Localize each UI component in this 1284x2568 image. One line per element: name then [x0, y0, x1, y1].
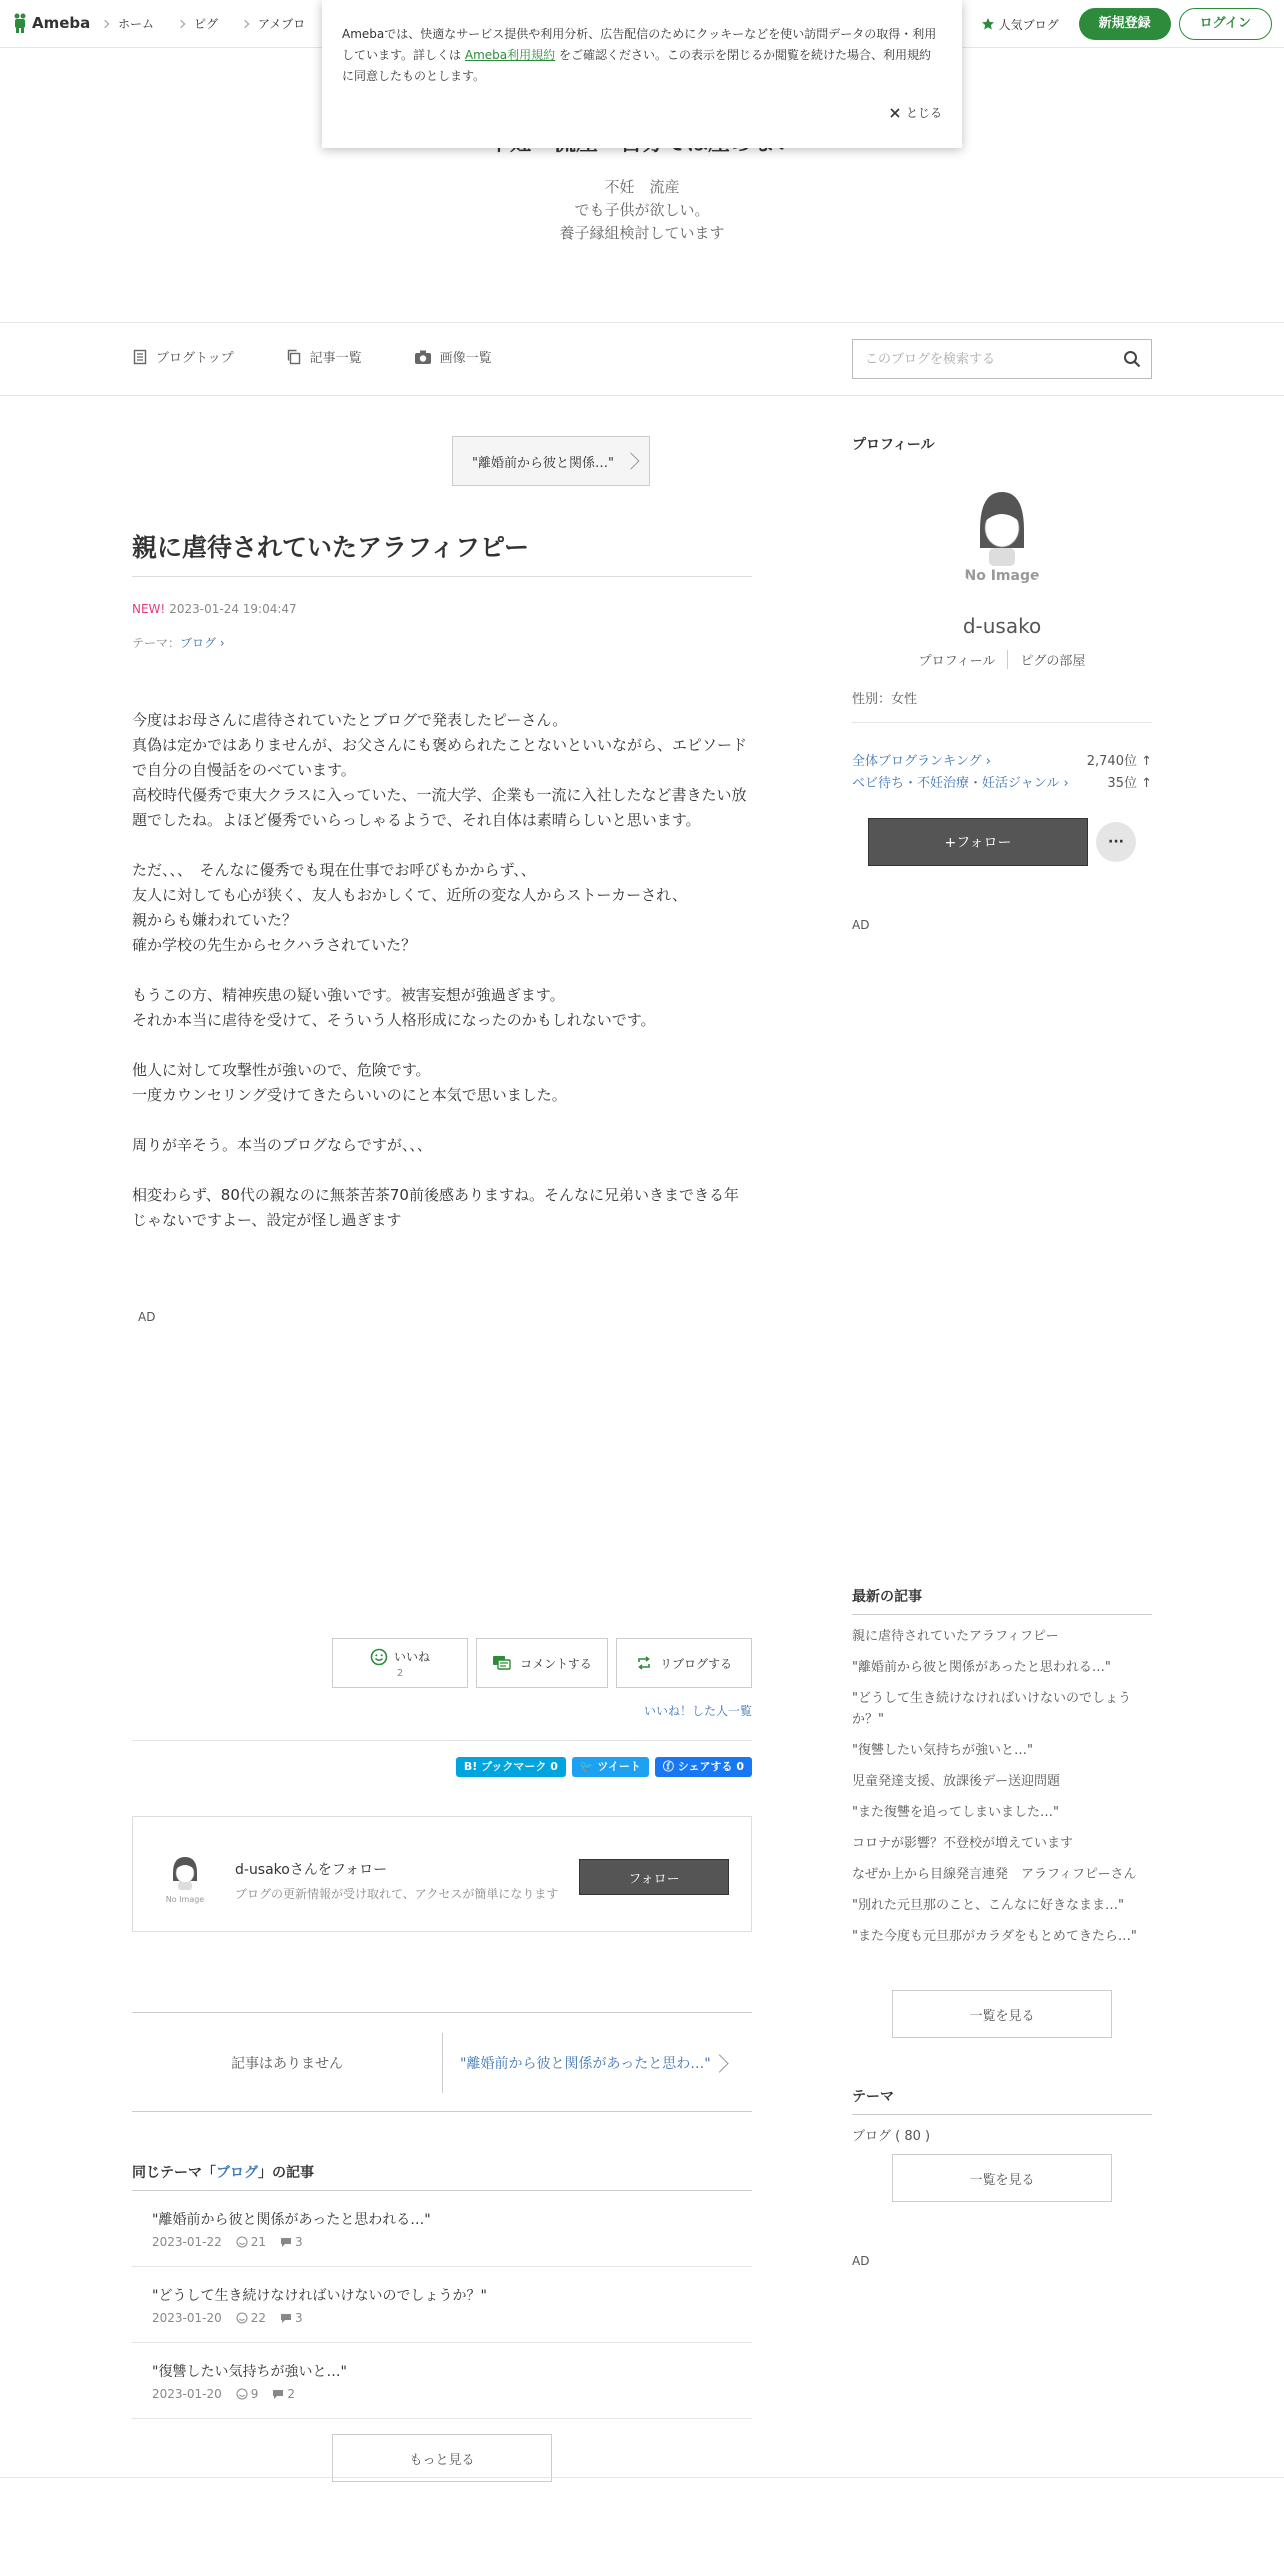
- recent-item[interactable]: "別れた元旦那のこと、こんなに好きなまま…": [852, 1898, 1124, 1913]
- noimage-label: No Image: [964, 568, 1040, 584]
- article-paragraph: 相変わらず、80代の親なのに無茶苦茶70前後感ありますね。そんなに兄弟いきまできる年じゃないですよー、設定が怪し過ぎます: [132, 1186, 739, 1229]
- pager-next-label: "離婚前から彼と関係があったと思わ…": [460, 2056, 711, 2072]
- article-list-link[interactable]: [286, 347, 362, 366]
- ameba-logo[interactable]: [12, 12, 90, 34]
- article-paragraph: [132, 833, 752, 858]
- smile-icon: [236, 2388, 248, 2400]
- recent-articles: [852, 1586, 1152, 1952]
- list-item[interactable]: [132, 2267, 752, 2343]
- pager-next-link[interactable]: [452, 2013, 742, 2113]
- nav-pig-label: ピグ: [194, 17, 219, 31]
- article-paragraph: ただ、、、 そんなに優秀でも現在仕事でお呼びもかからず、、: [132, 861, 536, 879]
- comment-icon: [280, 2236, 292, 2248]
- divider: [132, 576, 752, 577]
- recent-item[interactable]: なぜか上から目線発言連発 アラフィフピーさん: [852, 1867, 1137, 1882]
- blog-desc-line: 不妊 流産: [604, 178, 680, 196]
- theme-link[interactable]: ブログ ›: [180, 636, 225, 650]
- tweet-button[interactable]: [572, 1757, 649, 1777]
- like-count: 9: [250, 2387, 259, 2401]
- recent-item[interactable]: "離婚前から彼と関係があったと思われる…": [852, 1660, 1111, 1675]
- article-paragraph: 確か学校の先生からセクハラされていた？: [132, 936, 417, 954]
- hatena-count: 0: [550, 1760, 558, 1773]
- sidebar-follow-button[interactable]: +フォロー: [868, 818, 1088, 866]
- blog-desc-line: でも子供が欲しい。: [574, 201, 710, 219]
- comment-count: 3: [295, 2311, 303, 2325]
- chevron-right-icon: [177, 19, 185, 27]
- theme-prefix: テーマ：: [132, 636, 181, 650]
- comment-icon: [272, 2388, 284, 2400]
- chevron-right-icon: [101, 19, 109, 27]
- ameba-logo-text: Ameba: [32, 14, 91, 32]
- noimage-label: No Image: [165, 1895, 205, 1904]
- recent-item[interactable]: 親に虐待されていたアラフィフピー: [852, 1629, 1059, 1644]
- article-paragraph: [132, 1158, 752, 1183]
- article-paragraph: [132, 1108, 752, 1133]
- facebook-icon: ⓕ: [662, 1760, 674, 1773]
- more-options-icon[interactable]: ···: [1096, 822, 1136, 862]
- nav-pig[interactable]: [178, 15, 218, 32]
- article-body: [132, 708, 752, 1233]
- ranking-overall-value: 2,740位 ↑: [1086, 754, 1152, 769]
- reblog-icon: [636, 1655, 652, 1671]
- divider: [0, 2477, 1284, 2478]
- theme-section: [852, 2086, 1152, 2144]
- profile-link[interactable]: プロフィール: [907, 650, 1009, 669]
- comment-icon: [280, 2312, 292, 2324]
- ranking-genre-label: ベビ待ち・不妊治療・妊活ジャンル: [852, 776, 1060, 791]
- like-count: 2: [396, 1667, 404, 1679]
- like-label: いいね: [393, 1650, 430, 1664]
- follow-name: d-usakoさんをフォロー: [235, 1862, 388, 1878]
- blog-nav: [132, 347, 492, 366]
- article-theme: [132, 634, 225, 651]
- noimage-avatar-icon: [161, 1849, 209, 1905]
- noimage-avatar-icon: [942, 470, 1062, 590]
- ranking-genre: [852, 772, 1152, 791]
- ameba-mark-icon: [12, 12, 28, 34]
- blog-search-input[interactable]: [853, 340, 1103, 378]
- blog-top-label: ブログトップ: [156, 351, 234, 366]
- list-item-date: 2023-01-22: [152, 2235, 222, 2249]
- comment-stat: [280, 2235, 303, 2249]
- global-nav: [102, 15, 329, 32]
- recent-item[interactable]: コロナが影響？不登校が増えています: [852, 1836, 1074, 1851]
- article-paragraph: 高校時代優秀で東大クラスに入っていた、一流大学、企業も一流に入社したなど書きたい放題でしたね。よほど優秀でいらっしゃるようで、それ自体は素晴らしいと思います。: [132, 786, 747, 829]
- nav-home[interactable]: [102, 15, 154, 32]
- recent-item[interactable]: 児童発達支援、放課後デー送迎問題: [852, 1774, 1061, 1789]
- document-icon: [132, 349, 148, 365]
- comment-stat: [272, 2387, 295, 2401]
- list-item-meta: [152, 2387, 752, 2401]
- recent-item[interactable]: "また復讐を追ってしまいました…": [852, 1805, 1059, 1820]
- reblog-label: リブログする: [659, 1656, 732, 1671]
- article-paragraph: 他人に対して攻撃性が強いので、危険です。: [132, 1061, 431, 1079]
- divider: [442, 2033, 443, 2093]
- list-item-title: "どうして生き続けなければいけないのでしょうか？": [152, 2288, 487, 2304]
- like-row: [370, 1648, 430, 1666]
- image-list-label: 画像一覧: [439, 351, 492, 366]
- article-date: 2023-01-24 19:04:47: [169, 602, 297, 616]
- article-paragraph: 親からも嫌われていた？: [132, 911, 298, 929]
- chevron-right-icon: [623, 453, 640, 470]
- nav-ameblo-label: アメブロ: [258, 17, 306, 31]
- cookie-text-before: Amebaでは、快適なサービス提供や利用分析、広告配信のためにクッキーなどを使い訪問データの取得・利用しています。詳しくは: [342, 27, 937, 62]
- list-item-title: "離婚前から彼と関係があったと思われる…": [152, 2212, 431, 2228]
- hatena-bookmark-button[interactable]: [456, 1757, 566, 1777]
- ranking-genre-link[interactable]: ベビ待ち・不妊治療・妊活ジャンル ›: [852, 776, 1069, 791]
- like-count: 21: [250, 2235, 267, 2249]
- image-list-link[interactable]: [414, 347, 492, 366]
- more-button[interactable]: もっと見る: [332, 2434, 552, 2482]
- comment-stat: [280, 2311, 303, 2325]
- same-theme-section: [132, 2162, 752, 2419]
- list-item-meta: [152, 2235, 752, 2249]
- article-paragraph: それか本当に虐待を受けて、そういう人格形成になったのかもしれないです。: [132, 1011, 656, 1029]
- share-buttons: [456, 1757, 752, 1777]
- article-meta: [132, 602, 297, 616]
- comment-count: 2: [287, 2387, 296, 2401]
- profile-avatar[interactable]: [942, 470, 1062, 590]
- tweet-label: ツイート: [597, 1760, 641, 1773]
- recent-item[interactable]: "どうして生き続けなければいけないのでしょうか？": [852, 1691, 1131, 1727]
- comment-label: コメントする: [520, 1656, 592, 1671]
- profile-heading: プロフィール: [852, 437, 935, 453]
- article-list-label: 記事一覧: [309, 351, 362, 366]
- pager-prev-empty: 記事はありません: [231, 2056, 343, 2072]
- ranking-overall-link[interactable]: 全体ブログランキング ›: [852, 754, 991, 769]
- ad-label: AD: [852, 918, 870, 932]
- prev-post-label: "離婚前から彼と関係…": [472, 455, 614, 471]
- same-theme-heading: [132, 2162, 752, 2191]
- cookie-text: [342, 24, 942, 87]
- theme-link-label: ブログ: [180, 636, 217, 650]
- article-paragraph: 真偽は定かではありませんが、お父さんにも褒められたことないといいながら、エピソードで自分の自慢話をのべています。: [132, 736, 748, 779]
- recent-heading: 最新の記事: [852, 1586, 1152, 1615]
- like-stat: [236, 2235, 266, 2249]
- theme-item[interactable]: ブログ ( 80 ): [852, 2129, 931, 2144]
- article-title[interactable]: 親に虐待されていたアラフィフピー: [132, 533, 530, 562]
- hatena-label: B! ブックマーク: [463, 1760, 547, 1773]
- article-paragraph: 友人に対しても心が狭く、友人もおかしくて、近所の変な人からストーカーされ、: [132, 886, 688, 904]
- blog-desc-line: 養子縁組検討しています: [559, 224, 725, 242]
- nav-home-label: ホーム: [118, 17, 155, 31]
- search-icon[interactable]: [1123, 350, 1141, 368]
- signup-button[interactable]: 新規登録: [1079, 8, 1171, 40]
- post-pager: [132, 2012, 752, 2112]
- theme-list-button[interactable]: 一覧を見る: [892, 2154, 1112, 2202]
- list-item[interactable]: [132, 2343, 752, 2419]
- profile-name[interactable]: d-usako: [962, 614, 1042, 638]
- article-paragraph: 一度カウンセリング受けてきたらいいのにと本気で思いました。: [132, 1086, 567, 1104]
- follow-button[interactable]: フォロー: [579, 1859, 729, 1895]
- article-paragraph: [132, 958, 752, 983]
- comment-count: 3: [295, 2235, 303, 2249]
- article-paragraph: 今度はお母さんに虐待されていたとブログで発表したピーさん。: [132, 711, 568, 729]
- divider: [132, 1740, 752, 1741]
- list-item-title: "復讐したい気持ちが強いと…": [152, 2364, 347, 2380]
- ranking-overall-label: 全体ブログランキング: [852, 754, 982, 769]
- like-count: 22: [250, 2311, 267, 2325]
- cookie-close-button[interactable]: [890, 104, 942, 121]
- star-icon: [981, 17, 995, 31]
- reblog-button[interactable]: [616, 1638, 752, 1688]
- chevron-right-icon: [710, 2054, 728, 2072]
- profile-links: [852, 650, 1152, 669]
- ad-label: AD: [852, 2254, 870, 2268]
- like-stat: [236, 2311, 266, 2325]
- smile-icon: [370, 1648, 388, 1666]
- avatar: [161, 1849, 209, 1909]
- fb-label: シェアする: [677, 1760, 733, 1773]
- facebook-share-button[interactable]: [655, 1757, 752, 1777]
- same-theme-prefix: 同じテーマ「: [132, 2165, 216, 2181]
- smile-icon: [236, 2312, 248, 2324]
- nav-ameblo[interactable]: [242, 15, 305, 32]
- login-button[interactable]: ログイン: [1179, 8, 1272, 40]
- camera-icon: [414, 349, 432, 365]
- new-badge: NEW!: [132, 602, 166, 616]
- article-paragraph: 周りが辛そう。本当のブログならですが、、、: [132, 1136, 432, 1154]
- follow-box: [132, 1816, 752, 1932]
- same-theme-link[interactable]: ブログ: [216, 2165, 258, 2181]
- ranking-genre-value: 35位 ↑: [1107, 776, 1152, 791]
- list-item-date: 2023-01-20: [152, 2311, 222, 2325]
- fb-count: 0: [736, 1760, 744, 1773]
- recent-item[interactable]: "また今度も元旦那がカラダをもとめてきたら…": [852, 1929, 1137, 1944]
- blog-search: [852, 339, 1152, 379]
- chevron-right-icon: [241, 19, 249, 27]
- smile-icon: [236, 2236, 248, 2248]
- popular-blog-link[interactable]: [981, 16, 1059, 33]
- list-item[interactable]: [132, 2191, 752, 2267]
- cookie-text-after: をご確認ください。この表示を閉じるか閲覧を続けた場合、利用規約に同意したものとします。: [342, 48, 931, 83]
- twitter-bird-icon: 🐦: [579, 1760, 594, 1773]
- article-actions: [332, 1638, 752, 1688]
- blog-top-link[interactable]: [132, 347, 234, 366]
- ad-label: AD: [138, 1310, 156, 1324]
- list-item-date: 2023-01-20: [152, 2387, 222, 2401]
- list-item-meta: [152, 2311, 752, 2325]
- divider: [852, 722, 1152, 723]
- article-paragraph: [132, 1033, 752, 1058]
- theme-heading: テーマ: [852, 2086, 1152, 2115]
- blog-nav-bar: [0, 322, 1284, 396]
- comment-button[interactable]: [476, 1638, 608, 1688]
- popular-blog-label: 人気ブログ: [998, 17, 1059, 32]
- copy-icon: [286, 349, 302, 365]
- follow-sub: ブログの更新情報が受け取れて、アクセスが簡単になります: [235, 1887, 559, 1901]
- blog-description: [0, 176, 1284, 245]
- like-button[interactable]: [332, 1638, 468, 1688]
- cookie-close-label: とじる: [905, 106, 942, 120]
- profile-gender: 性別：女性: [852, 692, 918, 707]
- close-icon: [890, 108, 900, 118]
- recent-item[interactable]: "復讐したい気持ちが強いと…": [852, 1743, 1033, 1758]
- recent-list-button[interactable]: 一覧を見る: [892, 1990, 1112, 2038]
- header-actions: [981, 8, 1272, 40]
- article-paragraph: もうこの方、精神疾患の疑い強いです。被害妄想が強過ぎます。: [132, 986, 565, 1004]
- like-stat: [236, 2387, 259, 2401]
- pig-room-link[interactable]: ピグの部屋: [1020, 654, 1086, 669]
- comment-icon: [492, 1655, 512, 1671]
- prev-post-button[interactable]: [452, 436, 650, 486]
- same-theme-suffix: 」の記事: [258, 2165, 314, 2181]
- terms-link[interactable]: Ameba利用規約: [464, 48, 556, 62]
- ranking-overall: [852, 750, 1152, 769]
- like-list-link[interactable]: いいね！した人一覧: [644, 1704, 753, 1718]
- cookie-banner: [322, 0, 962, 148]
